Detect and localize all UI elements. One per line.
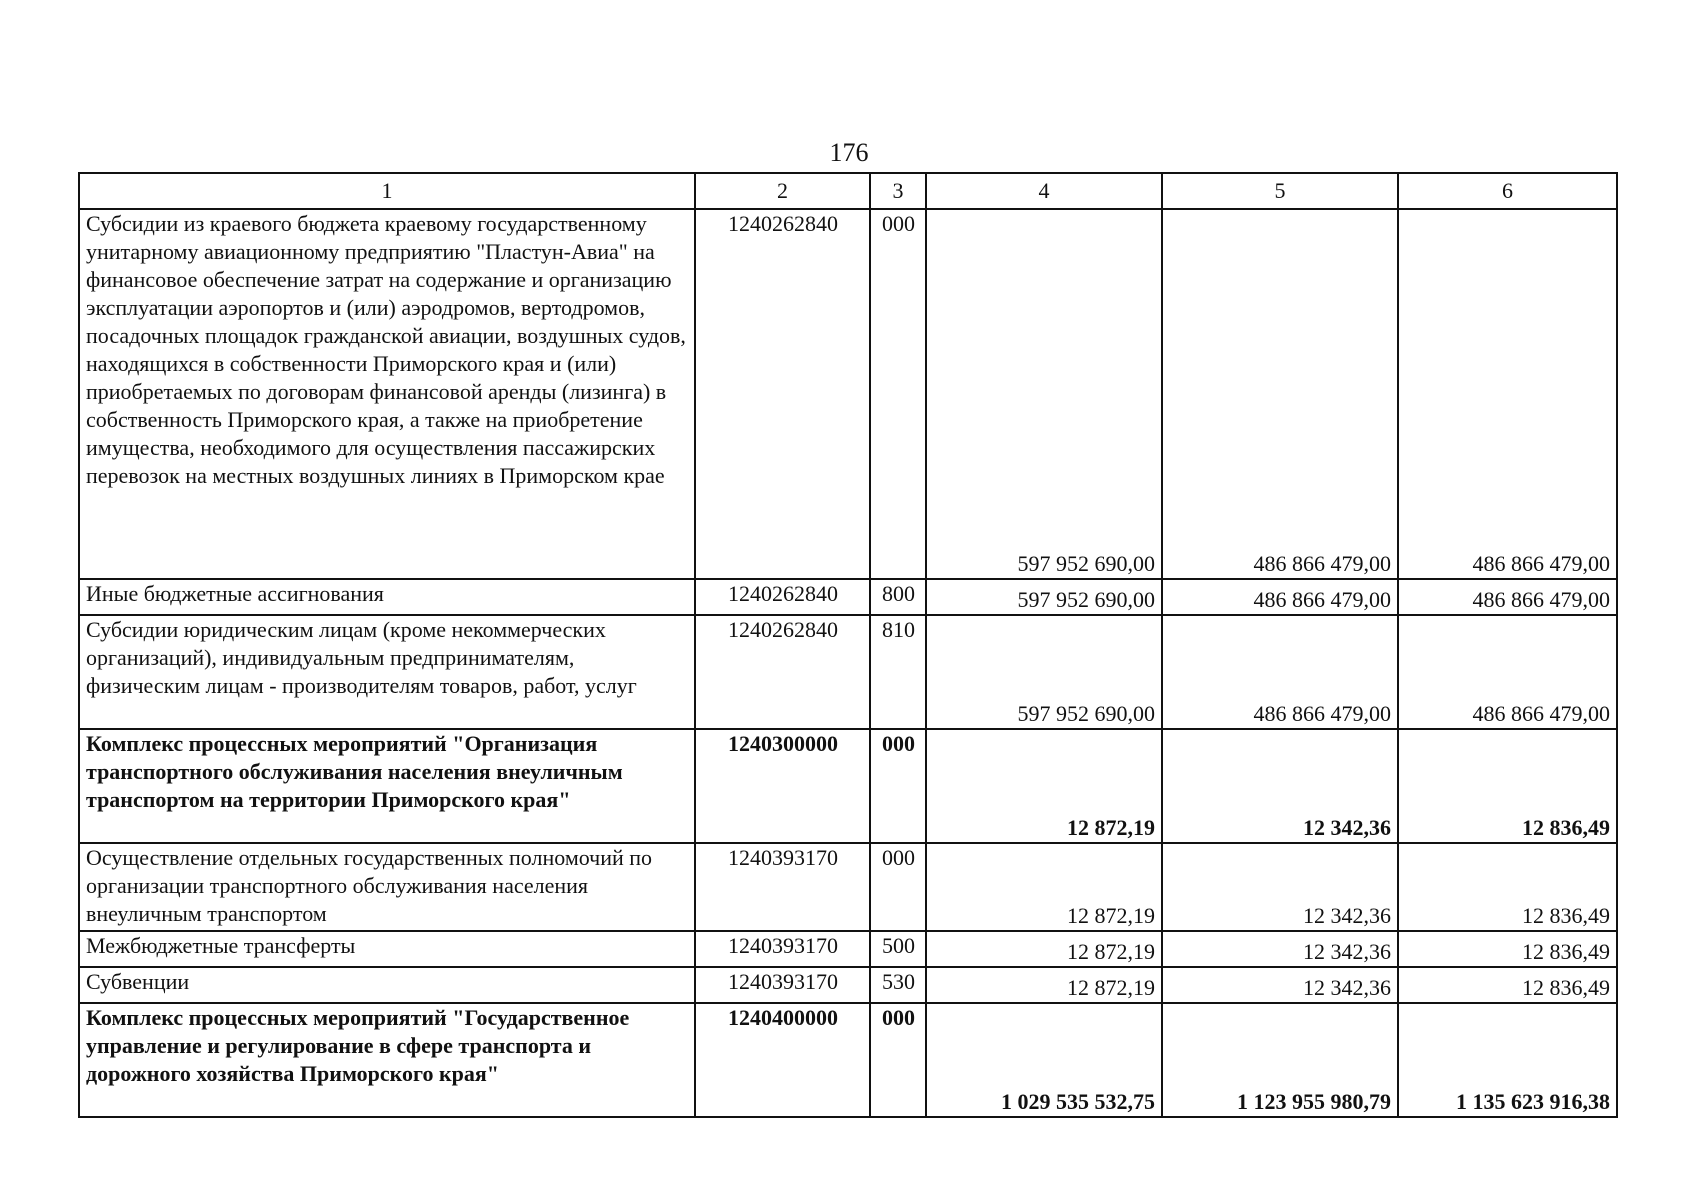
target-code: 1240393170 (695, 843, 870, 931)
row-name: Осуществление отдельных государственных полномочий по организации транспортного обслуживания населения внеуличным транспортом (79, 843, 695, 931)
row-name: Субсидии из краевого бюджета краевому государственному унитарному авиационному предприятию "Пластун-Авиа" на финансовое обеспечение затрат на содержание и организацию эксплуатации аэропортов и (или) аэродромов, вертодромов, посадочных площадок гражданской авиации, воздушных судов, находящихся в собственности Приморского края и (или) приобретаемых по договорам финансовой аренды (лизинга) в собственность Приморского края, а также на приобретение имущества, необходимого для осуществления пассажирских перевозок на местных воздушных линиях в Приморском крае (79, 209, 695, 579)
amount-col5: 1 123 955 980,79 (1162, 1003, 1398, 1117)
target-code: 1240262840 (695, 209, 870, 579)
row-name: Межбюджетные трансферты (79, 931, 695, 967)
amount-col6: 12 836,49 (1398, 931, 1617, 967)
column-number: 2 (695, 173, 870, 209)
amount-col4: 12 872,19 (926, 843, 1162, 931)
amount-col5: 12 342,36 (1162, 729, 1398, 843)
amount-col4: 12 872,19 (926, 729, 1162, 843)
amount-col5: 12 342,36 (1162, 967, 1398, 1003)
amount-col6: 12 836,49 (1398, 967, 1617, 1003)
column-number: 5 (1162, 173, 1398, 209)
table-row (79, 579, 1617, 615)
target-code: 1240300000 (695, 729, 870, 843)
table-row (79, 729, 1617, 843)
amount-col4: 1 029 535 532,75 (926, 1003, 1162, 1117)
table-row (79, 967, 1617, 1003)
expense-type: 500 (870, 931, 926, 967)
expense-type: 000 (870, 729, 926, 843)
amount-col6: 486 866 479,00 (1398, 615, 1617, 729)
amount-col5: 486 866 479,00 (1162, 209, 1398, 579)
table-row (79, 209, 1617, 579)
table-row (79, 1003, 1617, 1117)
column-number-row (79, 173, 1617, 209)
amount-col6: 12 836,49 (1398, 729, 1617, 843)
table-row (79, 843, 1617, 931)
column-number: 6 (1398, 173, 1617, 209)
row-name: Субвенции (79, 967, 695, 1003)
table-row (79, 615, 1617, 729)
amount-col5: 12 342,36 (1162, 931, 1398, 967)
amount-col4: 12 872,19 (926, 931, 1162, 967)
amount-col6: 12 836,49 (1398, 843, 1617, 931)
row-name: Комплекс процессных мероприятий "Организация транспортного обслуживания населения внеуличным транспортом на территории Приморского края" (79, 729, 695, 843)
column-number: 3 (870, 173, 926, 209)
amount-col6: 486 866 479,00 (1398, 579, 1617, 615)
expense-type: 810 (870, 615, 926, 729)
expense-type: 000 (870, 209, 926, 579)
expense-type: 800 (870, 579, 926, 615)
column-number: 1 (79, 173, 695, 209)
amount-col5: 486 866 479,00 (1162, 579, 1398, 615)
amount-col5: 12 342,36 (1162, 843, 1398, 931)
amount-col4: 597 952 690,00 (926, 209, 1162, 579)
target-code: 1240262840 (695, 579, 870, 615)
amount-col4: 597 952 690,00 (926, 615, 1162, 729)
budget-table (78, 172, 1618, 1118)
expense-type: 000 (870, 1003, 926, 1117)
amount-col5: 486 866 479,00 (1162, 615, 1398, 729)
target-code: 1240393170 (695, 931, 870, 967)
page-number: 176 (829, 138, 869, 167)
amount-col4: 597 952 690,00 (926, 579, 1162, 615)
amount-col6: 486 866 479,00 (1398, 209, 1617, 579)
amount-col6: 1 135 623 916,38 (1398, 1003, 1617, 1117)
expense-type: 000 (870, 843, 926, 931)
table-row (79, 931, 1617, 967)
row-name: Комплекс процессных мероприятий "Государственное управление и регулирование в сфере транспорта и дорожного хозяйства Приморского края" (79, 1003, 695, 1117)
row-name: Субсидии юридическим лицам (кроме некоммерческих организаций), индивидуальным предпринимателям, физическим лицам - производителям товаров, работ, услуг (79, 615, 695, 729)
target-code: 1240400000 (695, 1003, 870, 1117)
target-code: 1240262840 (695, 615, 870, 729)
expense-type: 530 (870, 967, 926, 1003)
amount-col4: 12 872,19 (926, 967, 1162, 1003)
target-code: 1240393170 (695, 967, 870, 1003)
column-number: 4 (926, 173, 1162, 209)
row-name: Иные бюджетные ассигнования (79, 579, 695, 615)
